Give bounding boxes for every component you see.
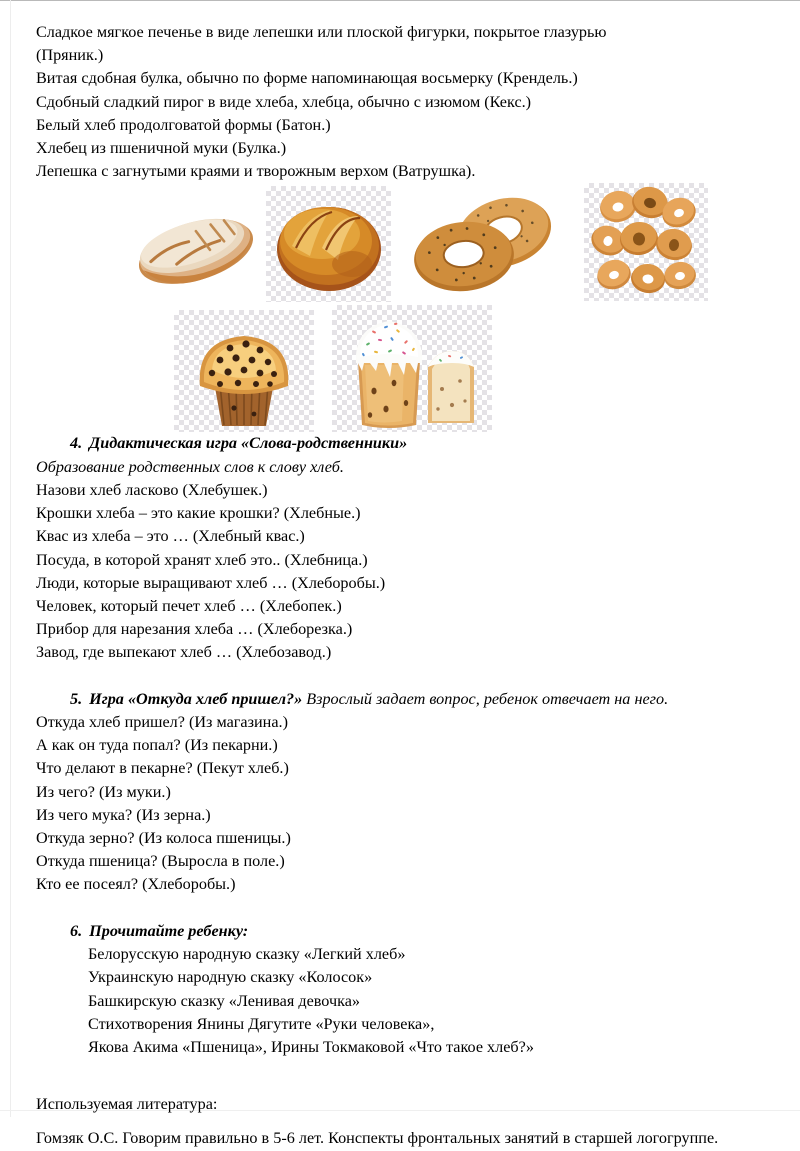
section-5-title: Игра «Откуда хлеб пришел?» [89, 689, 303, 708]
section-5-heading [36, 688, 766, 711]
section-4-line: Человек, который печет хлеб … (Хлебопек.) [36, 597, 342, 616]
page-top-rule [0, 0, 800, 1]
section-5-line: Из чего? (Из муки.) [36, 782, 171, 801]
sushki-rings-image [584, 183, 708, 301]
section-5-line: Откуда зерно? (Из колоса пшеницы.) [36, 829, 291, 848]
section-4-title: Дидактическая игра «Слова-родственники» [89, 434, 408, 453]
page-left-rule [10, 0, 11, 1117]
section-5-line: Кто ее посеял? (Хлеборобы.) [36, 875, 236, 894]
section-4-line: Крошки хлеба – это какие крошки? (Хлебные.) [36, 504, 361, 523]
section-4-subtitle: Образование родственных слов к слову хлеб. [36, 457, 344, 476]
riddle-line: Лепешка с загнутыми краями и творожным верхом (Ватрушка). [36, 162, 476, 181]
section-4 [36, 432, 766, 664]
section-6-number: 6. [70, 921, 83, 940]
section-5-line: Из чего мука? (Из зерна.) [36, 805, 211, 824]
spacer [36, 1116, 766, 1127]
section-6-line: Украинскую народную сказку «Колосок» [88, 968, 373, 987]
section-4-line: Назови хлеб ласково (Хлебушек.) [36, 481, 268, 500]
spacer [36, 665, 766, 688]
riddle-line: (Пряник.) [36, 46, 104, 65]
section-5-line: Откуда хлеб пришел? (Из магазина.) [36, 713, 288, 732]
section-4-line: Посуда, в которой хранят хлеб это.. (Хлебница.) [36, 550, 368, 569]
bulka-bun-image [266, 186, 391, 302]
section-6-line: Башкирскую сказку «Ленивая девочка» [88, 991, 361, 1010]
section-4-number: 4. [70, 434, 83, 453]
section-5-title-tail: Взрослый задает вопрос, ребенок отвечает на него. [306, 689, 669, 708]
riddle-line: Сладкое мягкое печенье в виде лепешки или плоской фигурки, покрытое глазурью [36, 23, 607, 41]
riddles-block [36, 21, 766, 183]
section-5-line: Что делают в пекарне? (Пекут хлеб.) [36, 759, 289, 778]
riddle-line: Сдобный сладкий пирог в виде хлеба, хлебца, обычно с изюмом (Кекс.) [36, 92, 532, 111]
section-4-line: Завод, где выпекают хлеб … (Хлебозавод.) [36, 643, 332, 662]
section-5-line: А как он туда попал? (Из пекарни.) [36, 736, 278, 755]
riddle-line: Белый хлеб продолговатой формы (Батон.) [36, 115, 331, 134]
section-5-line: Откуда пшеница? (Выросла в поле.) [36, 852, 285, 871]
section-6-title: Прочитайте ребенку: [89, 921, 249, 940]
section-4-heading [36, 432, 766, 455]
section-6-line: Белорусскую народную сказку «Легкий хлеб» [88, 945, 406, 964]
section-6-line: Якова Акима «Пшеница», Ирины Токмаковой «Что такое хлеб?» [88, 1037, 534, 1056]
baton-loaf-image [130, 192, 262, 302]
references-entry: Гомзяк О.С. Говорим правильно в 5-6 лет. Конспекты фронтальных занятий в старшей логогруппе. [36, 1129, 719, 1148]
bread-illustrations [36, 183, 766, 432]
spacer [36, 1082, 766, 1093]
section-4-line: Квас из хлеба – это … (Хлебный квас.) [36, 527, 305, 546]
document-body [36, 21, 766, 1151]
references-label: Используемая литература: [36, 1095, 218, 1114]
section-4-line: Люди, которые выращивают хлеб … (Хлеборобы.) [36, 573, 386, 592]
keks-muffin-image [174, 310, 314, 432]
section-6 [36, 920, 766, 1059]
section-5 [36, 688, 766, 897]
riddle-line: Хлебец из пшеничной муки (Булка.) [36, 139, 287, 158]
riddle-line: Витая сдобная булка, обычно по форме напоминающая восьмерку (Крендель.) [36, 69, 578, 88]
section-5-number: 5. [70, 689, 83, 708]
references-block [36, 1093, 766, 1150]
kulich-cake-image [332, 305, 492, 432]
section-6-line: Стихотворения Янины Дягутите «Руки человека», [88, 1014, 435, 1033]
spacer [36, 1059, 766, 1082]
section-6-heading [36, 920, 766, 943]
spacer [36, 897, 766, 920]
section-4-line: Прибор для нарезания хлеба … (Хлеборезка.) [36, 620, 353, 639]
baranki-bagels-image [406, 187, 566, 302]
